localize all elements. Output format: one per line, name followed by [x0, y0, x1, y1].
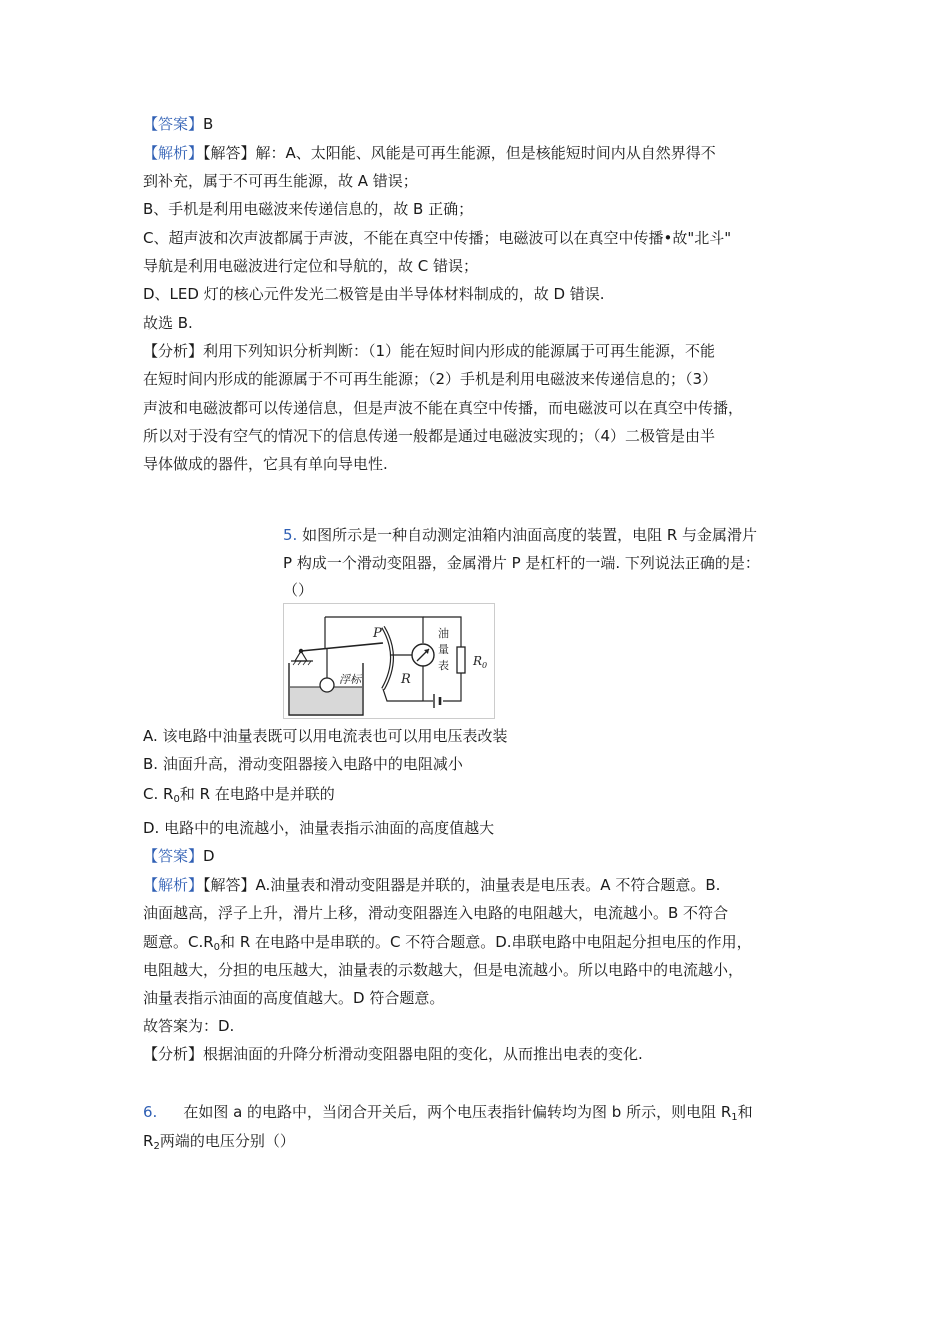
q4-analysis-line-9: 在短时间内形成的能源属于不可再生能源；（2）手机是利用电磁波来传递信息的；（3）: [143, 370, 718, 388]
q5-analysis-line-2: 油面越高，浮子上升，滑片上移，滑动变阻器连入电路的电阻越大，电流越小。B 不符合: [143, 904, 729, 922]
q4-analysis-line-3: B、手机是利用电磁波来传递信息的，故 B 正确；: [143, 200, 474, 218]
slider-label-p: P: [373, 626, 382, 641]
q5-option-d: D. 电路中的电流越小，油量表指示油面的高度值越大: [143, 819, 495, 837]
q5-analysis-line-3: 题意。$C.R_0$和 R 在电路中是串联的。C 不符合题意。D.串联电路中电阻起分担电压的作用，: [143, 933, 752, 953]
q4-answer-line: [143, 114, 213, 134]
analysis-tag: 【解析】: [143, 144, 204, 162]
q4-analysis-line-11: 所以对于没有空气的情况下的信息传递一般都是通过电磁波实现的；（4）二极管是由半: [143, 427, 716, 445]
gauge-label-3: 表: [438, 659, 449, 672]
q5-option-a: A. 该电路中油量表既可以用电流表也可以用电压表改装: [143, 727, 508, 745]
fixed-resistor-r0: [457, 647, 465, 673]
q4-analysis-line-12: 导体做成的器件，它具有单向导电性.: [143, 455, 388, 473]
question-number: 5.: [283, 526, 298, 544]
q4-analysis-line-2: 到补充，属于不可再生能源，故 A 错误；: [143, 172, 418, 190]
answer-tag: 【答案】: [143, 847, 204, 865]
q5-analysis-line-4: 电阻越大，分担的电压越大，油量表的示数越大，但是电流越小。所以电路中的电流越小，: [143, 961, 744, 979]
q5-answer-line: [143, 846, 215, 866]
q5-conclusion: 故答案为：D.: [143, 1017, 235, 1035]
resistor-label-r: R: [401, 672, 411, 687]
q4-analysis-line-1: 【解析】【解答】解：A、太阳能、风能是可再生能源，但是核能短时间内从自然界得不: [143, 144, 716, 162]
q5-stem-line-2: P 构成一个滑动变阻器，金属滑片 P 是杠杆的一端. 下列说法正确的是：: [283, 554, 760, 572]
float-label: 浮标: [339, 673, 361, 686]
q4-analysis-line-6: D、LED 灯的核心元件发光二极管是由半导体材料制成的，故 D 错误.: [143, 285, 605, 303]
answer-value: B: [203, 115, 214, 133]
q4-analysis-line-10: 声波和电磁波都可以传递信息，但是声波不能在真空中传播，而电磁波可以在真空中传播，: [143, 399, 744, 417]
analysis-tag: 【解析】: [143, 876, 204, 894]
q4-analysis-line-8: 【分析】利用下列知识分析判断：（1）能在短时间内形成的能源属于可再生能源，不能: [143, 342, 716, 360]
q5-analysis-line-1: 【解析】【解答】A.油量表和滑动变阻器是并联的，油量表是电压表。A 不符合题意。B.: [143, 876, 721, 894]
answer-value: D: [203, 847, 215, 865]
q4-analysis-line-4: C、超声波和次声波都属于声波，不能在真空中传播；电磁波可以在真空中传播•故"北斗": [143, 229, 732, 247]
oil-gauge-circuit-figure: [283, 603, 495, 719]
question-number: 6.: [143, 1103, 158, 1121]
q5-stem-line-1: 5. 如图所示是一种自动测定油箱内油面高度的装置，电阻 R 与金属滑片: [283, 526, 758, 544]
q4-analysis-line-5: 导航是利用电磁波进行定位和导航的，故 C 错误；: [143, 257, 479, 275]
q6-stem-line-1: 6. 在如图 a 的电路中，当闭合开关后，两个电压表指针偏转均为图 b 所示，则电阻 $R_1$和: [143, 1103, 753, 1123]
q5-option-b: B. 油面升高，滑动变阻器接入电路中的电阻减小: [143, 755, 463, 773]
q5-analysis-summary: 【分析】根据油面的升降分析滑动变阻器电阻的变化，从而推出电表的变化.: [143, 1045, 643, 1063]
q6-stem-line-2: $R_2$两端的电压分别（）: [143, 1132, 295, 1152]
float-ball: [320, 678, 334, 692]
q4-conclusion: 故选 B.: [143, 314, 193, 332]
answer-tag: 【答案】: [143, 115, 204, 133]
q5-option-c: C. $R_0$和 R 在电路中是并联的: [143, 785, 335, 805]
q5-stem-line-3: （）: [283, 581, 314, 599]
gauge-label-1: 油: [438, 627, 449, 640]
gauge-label-2: 量: [438, 643, 449, 656]
fixed-resistor-label: $R_0$: [473, 654, 488, 670]
q5-analysis-line-5: 油量表指示油面的高度值越大。D 符合题意。: [143, 989, 445, 1007]
